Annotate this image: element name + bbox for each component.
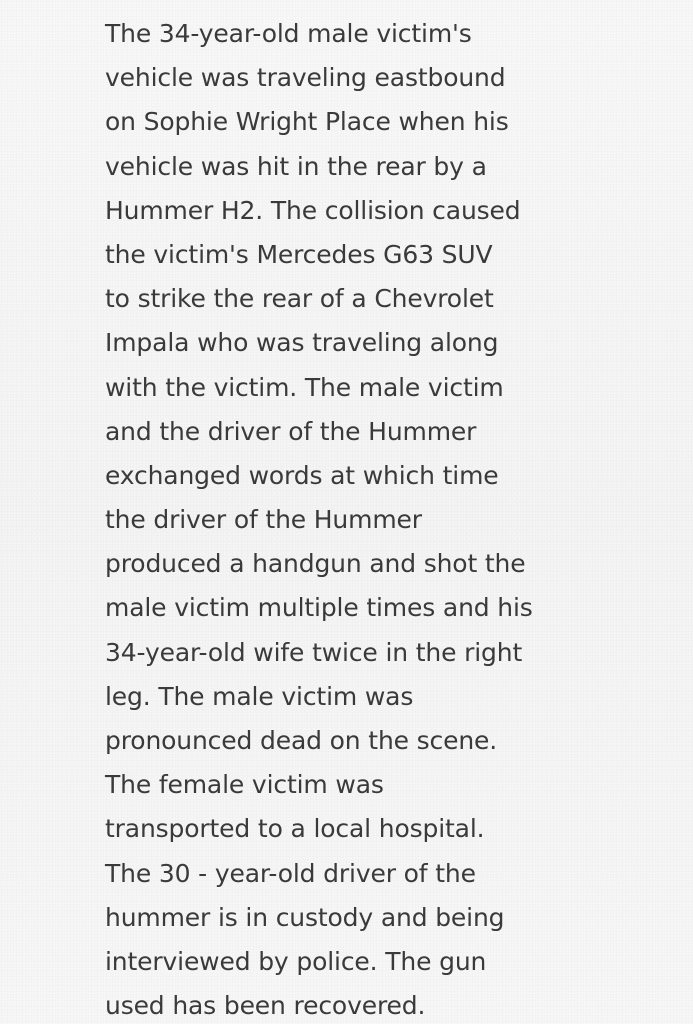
note-line: Impala who was traveling along xyxy=(105,328,499,358)
note-line: exchanged words at which time xyxy=(105,460,499,490)
note-line: vehicle was hit in the rear by a xyxy=(105,151,487,181)
note-line: and the driver of the Hummer xyxy=(105,416,477,446)
note-line: interviewed by police. The gun xyxy=(105,946,487,976)
note-line: The 30 - year-old driver of the xyxy=(105,858,476,888)
note-line: the victim's Mercedes G63 SUV xyxy=(105,239,493,269)
note-line: Hummer H2. The collision caused xyxy=(105,195,521,225)
note-line: The 34-year-old male victim's xyxy=(105,19,472,48)
note-line: on Sophie Wright Place when his xyxy=(105,107,509,137)
note-line: 34-year-old wife twice in the right xyxy=(105,637,523,667)
note-line: hummer is in custody and being xyxy=(105,902,505,932)
note-line: used has been recovered. xyxy=(105,991,426,1021)
note-line: The female victim was xyxy=(105,770,384,800)
note-line: vehicle was traveling eastbound xyxy=(105,63,506,93)
note-line: pronounced dead on the scene. xyxy=(105,726,498,755)
note-line: produced a handgun and shot the xyxy=(105,549,526,579)
note-line: with the victim. The male victim xyxy=(105,372,504,402)
note-line: male victim multiple times and his xyxy=(105,593,533,623)
note-line: leg. The male victim was xyxy=(105,681,414,711)
note-line: to strike the rear of a Chevrolet xyxy=(105,284,494,314)
note-line: the driver of the Hummer xyxy=(105,505,422,535)
note-line: transported to a local hospital. xyxy=(105,814,485,844)
note-text-body xyxy=(105,12,605,1024)
